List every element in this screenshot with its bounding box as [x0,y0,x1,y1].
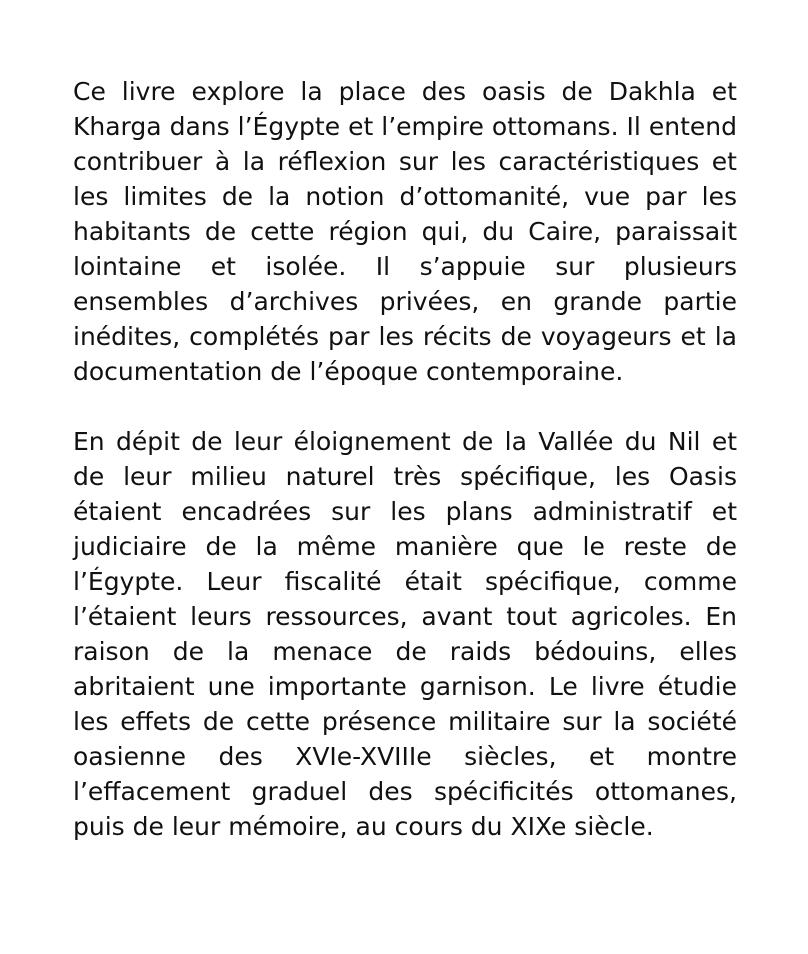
paragraph-oases: En dépit de leur éloignement de la Vallée du Nil et de leur milieu naturel très spécifique, les Oasis étaient encadrées sur les plans administratif et judiciaire de la même manière que le reste de l’Égypte. Leur fiscalité était spécifique, comme l’étaient leurs ressources, avant tout agricoles. En raison de la menace de raids bédouins, elles abritaient une importante garnison. Le livre étudie les effets de cette présence militaire sur la société oasienne des XVIe-XVIIIe siècles, et montre l’effacement graduel des spécificités ottomanes, puis de leur mémoire, au cours du XIXe siècle. [73,427,737,841]
paragraph-intro: Ce livre explore la place des oasis de Dakhla et Kharga dans l’Égypte et l’empire ottomans. Il entend contribuer à la réflexion sur les caractéristiques et les limites de la notion d’ottomanité, vue par les habitants de cette région qui, du Caire, paraissait lointaine et isolée. Il s’appuie sur plusieurs ensembles d’archives privées, en grande partie inédites, complétés par les récits de voyageurs et la documentation de l’époque contemporaine. [73,77,737,386]
document-body [73,74,737,844]
